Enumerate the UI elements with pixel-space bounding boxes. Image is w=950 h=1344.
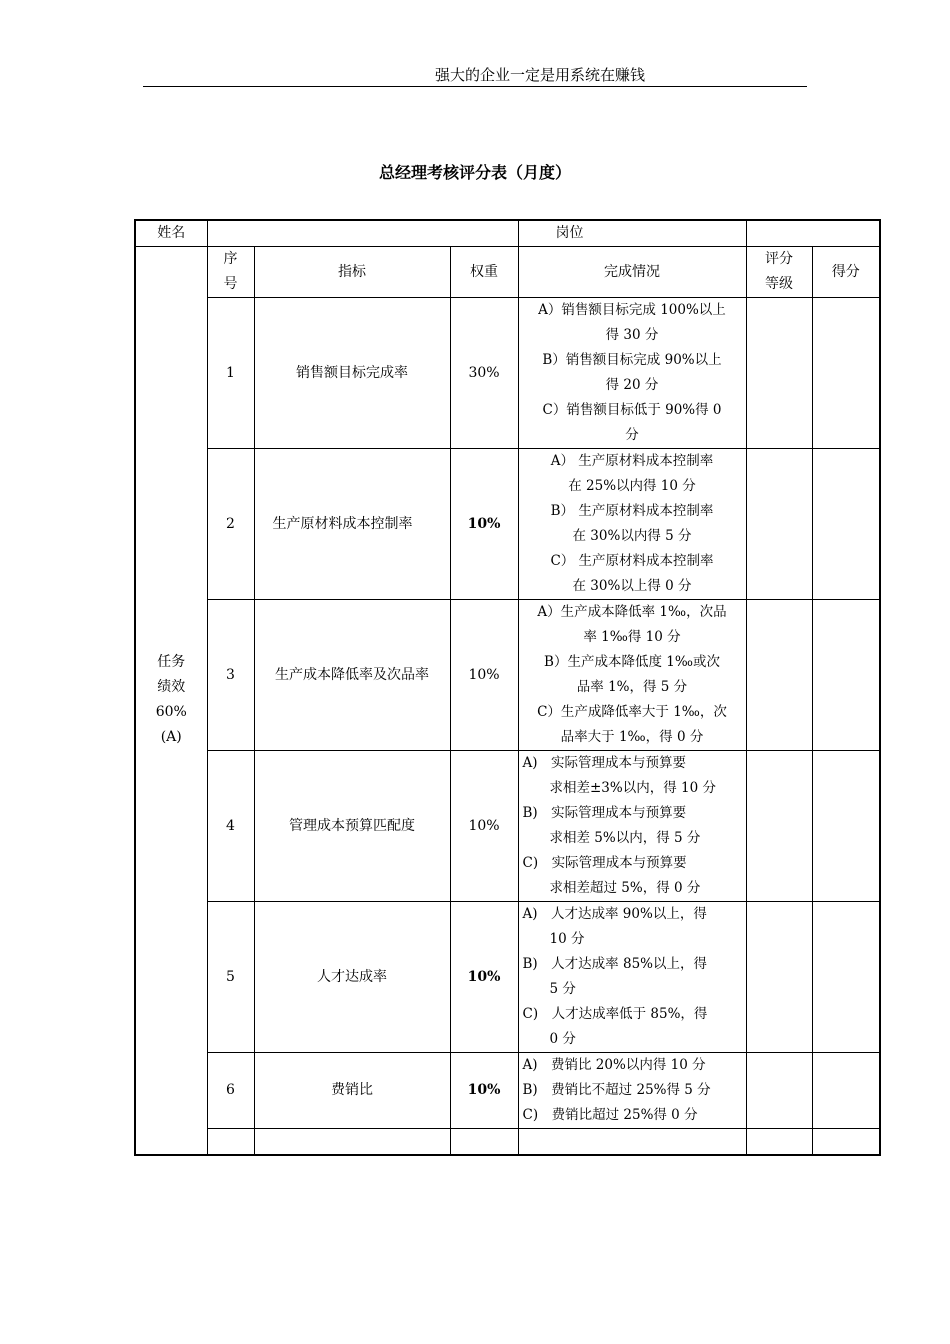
completion-line: B) 人才达成率 85%以上，得 xyxy=(522,956,707,972)
row-score[interactable] xyxy=(812,751,880,902)
row-score[interactable] xyxy=(812,298,880,449)
row-completion xyxy=(518,449,746,600)
row-score[interactable] xyxy=(812,902,880,1053)
table-row xyxy=(135,449,880,600)
row-weight: 10% xyxy=(450,1053,518,1129)
row-completion xyxy=(518,600,746,751)
completion-line: B) 实际管理成本与预算要 xyxy=(522,805,687,821)
row-no[interactable] xyxy=(207,1129,254,1155)
table-row xyxy=(135,600,880,751)
row-grade[interactable] xyxy=(746,902,812,1053)
row-completion xyxy=(518,751,746,902)
position-label: 岗位 xyxy=(518,220,746,247)
page-header xyxy=(0,64,950,85)
table-row xyxy=(135,298,880,449)
row-indicator: 人才达成率 xyxy=(254,902,450,1053)
completion-line: C) 费销比超过 25%得 0 分 xyxy=(522,1107,698,1123)
row-no: 5 xyxy=(207,902,254,1053)
row-completion xyxy=(518,902,746,1053)
row-score[interactable] xyxy=(812,600,880,751)
row-weight[interactable] xyxy=(450,1129,518,1155)
category-line: 60% xyxy=(155,704,187,721)
row-indicator: 费销比 xyxy=(254,1053,450,1129)
row-indicator: 管理成本预算匹配度 xyxy=(254,751,450,902)
completion-line: 在 25%以内得 10 分 xyxy=(568,478,696,494)
row-score[interactable] xyxy=(812,449,880,600)
row-completion xyxy=(518,298,746,449)
completion-line: 在 30%以内得 5 分 xyxy=(572,528,692,544)
evaluation-table xyxy=(134,219,881,1156)
completion-line: C） 生产原材料成本控制率 xyxy=(550,553,714,569)
completion-line: B）生产成本降低度 1‰或次 xyxy=(544,654,720,670)
row-weight: 10% xyxy=(450,449,518,600)
row-indicator: 生产原材料成本控制率 xyxy=(254,449,450,600)
completion-line: 得 30 分 xyxy=(605,327,659,343)
row-grade[interactable] xyxy=(746,1053,812,1129)
row-no: 4 xyxy=(207,751,254,902)
completion-line: A) 实际管理成本与预算要 xyxy=(522,755,687,771)
completion-line: A）生产成本降低率 1‰，次品 xyxy=(537,604,727,620)
completion-line: 率 1‰得 10 分 xyxy=(583,629,681,645)
row-no: 1 xyxy=(207,298,254,449)
header-divider xyxy=(143,86,807,87)
row-score[interactable] xyxy=(812,1053,880,1129)
row-no: 3 xyxy=(207,600,254,751)
info-row xyxy=(135,220,880,247)
row-completion[interactable] xyxy=(518,1129,746,1155)
completion-line: C) 人才达成率低于 85%，得 xyxy=(522,1006,708,1022)
header-grade-line: 等级 xyxy=(765,276,793,292)
row-no: 6 xyxy=(207,1053,254,1129)
header-no-line: 号 xyxy=(223,276,238,292)
row-grade[interactable] xyxy=(746,1129,812,1155)
row-grade[interactable] xyxy=(746,751,812,902)
completion-line: 品率大于 1‰，得 0 分 xyxy=(560,729,704,745)
row-grade[interactable] xyxy=(746,449,812,600)
name-value[interactable] xyxy=(207,220,518,247)
row-grade[interactable] xyxy=(746,298,812,449)
completion-line: 求相差±3%以内，得 10 分 xyxy=(522,780,716,796)
row-no: 2 xyxy=(207,449,254,600)
completion-line: B）销售额目标完成 90%以上 xyxy=(542,352,722,368)
table-row-empty xyxy=(135,1129,880,1155)
company-slogan: 强大的企业一定是用系统在赚钱 xyxy=(434,66,645,84)
completion-line: 10 分 xyxy=(522,931,585,947)
row-indicator: 生产成本降低率及次品率 xyxy=(254,600,450,751)
table-row xyxy=(135,1053,880,1129)
row-completion xyxy=(518,1053,746,1129)
header-no-line: 序 xyxy=(223,251,238,267)
completion-line: 5 分 xyxy=(522,981,576,997)
completion-line: 分 xyxy=(625,427,639,443)
table-row xyxy=(135,751,880,902)
header-weight: 权重 xyxy=(450,247,518,298)
completion-line: 0 分 xyxy=(522,1031,576,1047)
completion-line: 求相差超过 5%，得 0 分 xyxy=(522,880,701,896)
row-indicator: 销售额目标完成率 xyxy=(254,298,450,449)
completion-line: 在 30%以上得 0 分 xyxy=(572,578,692,594)
position-value[interactable] xyxy=(746,220,880,247)
column-header-row xyxy=(135,247,880,298)
completion-line: 得 20 分 xyxy=(605,377,659,393)
completion-line: B） 生产原材料成本控制率 xyxy=(550,503,714,519)
row-score[interactable] xyxy=(812,1129,880,1155)
row-weight: 30% xyxy=(450,298,518,449)
row-weight: 10% xyxy=(450,600,518,751)
completion-line: A) 费销比 20%以内得 10 分 xyxy=(522,1057,706,1073)
completion-line: C) 实际管理成本与预算要 xyxy=(522,855,687,871)
category-line: 任务 xyxy=(157,654,186,671)
header-no xyxy=(207,247,254,298)
completion-line: C）销售额目标低于 90%得 0 xyxy=(542,402,722,418)
completion-line: C）生产成降低率大于 1‰，次 xyxy=(537,704,727,720)
completion-line: B) 费销比不超过 25%得 5 分 xyxy=(522,1082,711,1098)
header-completion: 完成情况 xyxy=(518,247,746,298)
completion-line: 求相差 5%以内，得 5 分 xyxy=(522,830,701,846)
category-line: 绩效 xyxy=(157,679,186,696)
header-indicator: 指标 xyxy=(254,247,450,298)
row-indicator[interactable] xyxy=(254,1129,450,1155)
page-title: 总经理考核评分表（月度） xyxy=(378,163,571,182)
table-row xyxy=(135,902,880,1053)
header-grade-line: 评分 xyxy=(765,251,793,267)
header-score: 得分 xyxy=(812,247,880,298)
header-grade xyxy=(746,247,812,298)
row-grade[interactable] xyxy=(746,600,812,751)
completion-line: 品率 1%，得 5 分 xyxy=(576,679,688,695)
completion-line: A) 人才达成率 90%以上，得 xyxy=(522,906,707,922)
name-label: 姓名 xyxy=(135,220,207,247)
completion-line: A） 生产原材料成本控制率 xyxy=(550,453,714,469)
row-weight: 10% xyxy=(450,902,518,1053)
category-line: (A) xyxy=(160,729,182,746)
row-weight: 10% xyxy=(450,751,518,902)
category-cell xyxy=(135,247,207,1155)
completion-line: A）销售额目标完成 100%以上 xyxy=(538,302,726,318)
